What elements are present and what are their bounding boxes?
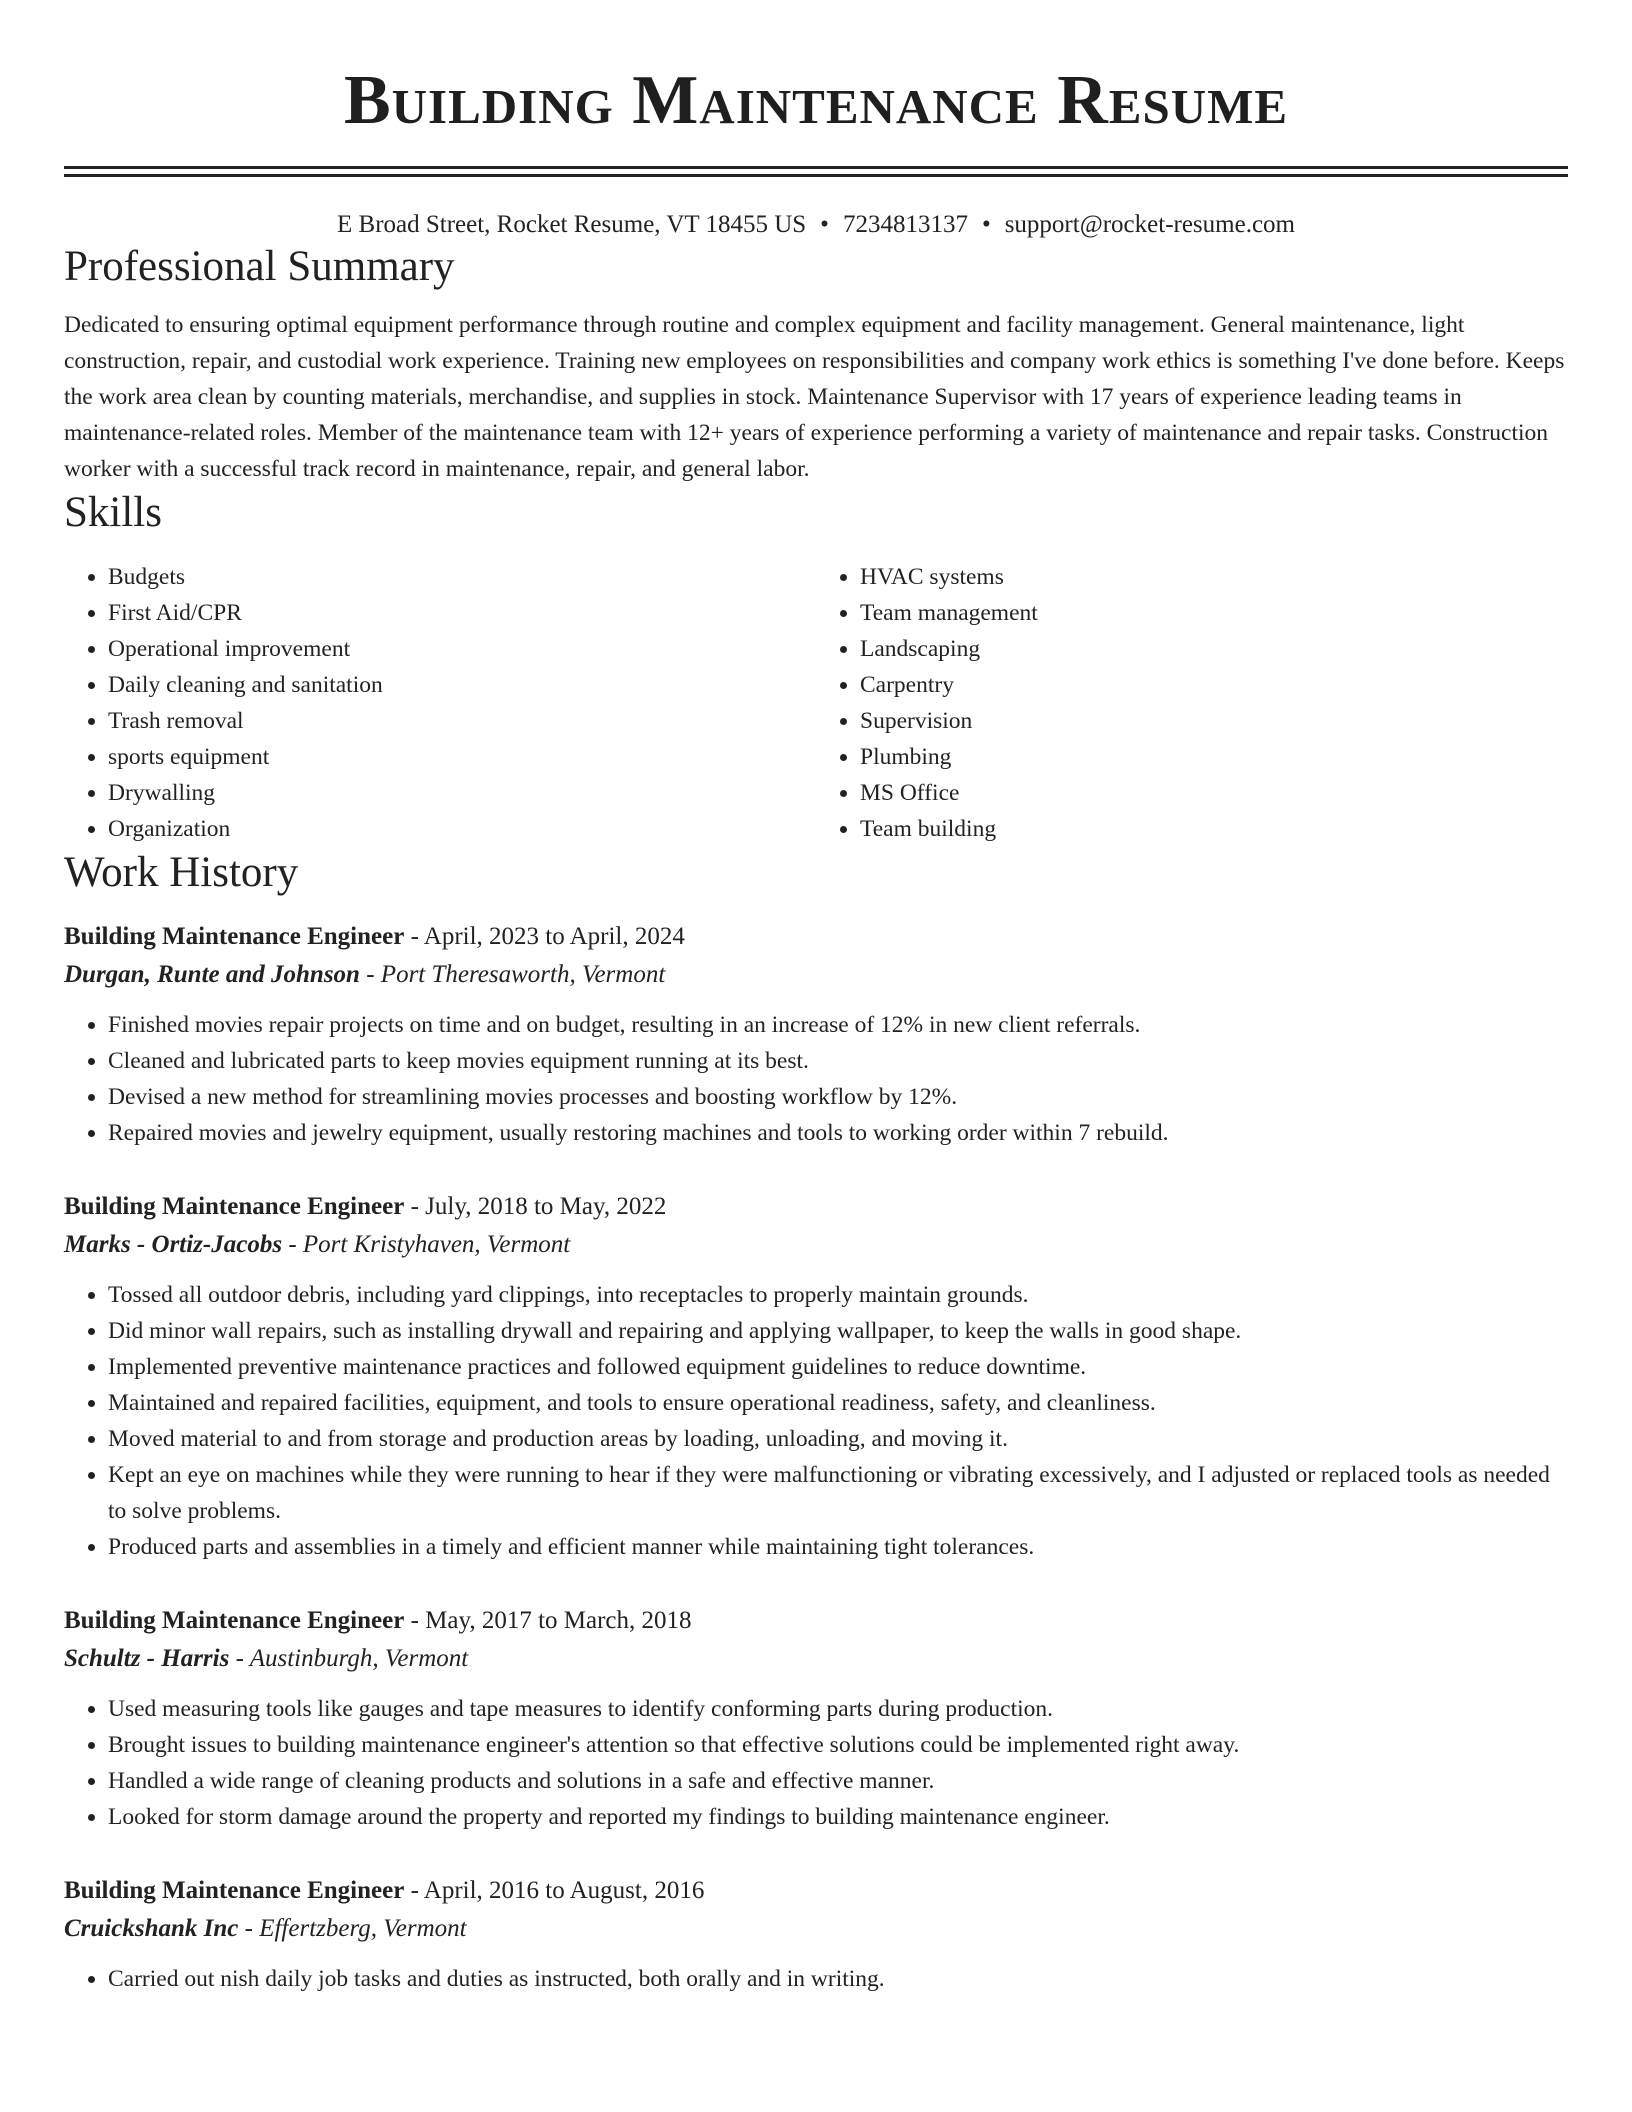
contact-phone: 7234813137: [842, 211, 968, 238]
job-role: Building Maintenance Engineer: [64, 1607, 405, 1634]
job-bullet: • Did minor wall repairs, such as installing drywall and repairing and applying wallpaper, to keep the walls in good shape.: [108, 1313, 1568, 1349]
skill-item: • Daily cleaning and sanitation: [108, 667, 816, 703]
job-bullet: • Tossed all outdoor debris, including yard clippings, into receptacles to properly maintain grounds.: [108, 1277, 1568, 1313]
job-company: Schultz - Harris: [64, 1645, 230, 1672]
job-bullet: • Repaired movies and jewelry equipment, usually restoring machines and tools to working order within 7 rebuild.: [108, 1115, 1568, 1151]
job-entry: [64, 1189, 1568, 1565]
skills-heading: Skills: [64, 489, 162, 536]
job-bullet: • Looked for storm damage around the property and reported my findings to building maintenance engineer.: [108, 1799, 1568, 1835]
skill-item: • MS Office: [860, 775, 1568, 811]
job-bullet: • Moved material to and from storage and production areas by loading, unloading, and moving it.: [108, 1421, 1568, 1457]
job-entry: [64, 919, 1568, 1151]
contact-address: E Broad Street, Rocket Resume, VT 18455 US: [337, 211, 807, 238]
skills-list-left: [64, 559, 816, 847]
job-title-line: [64, 1873, 1568, 1909]
job-company: Durgan, Runte and Johnson: [64, 961, 360, 988]
job-location: - Port Kristyhaven, Vermont: [282, 1231, 571, 1258]
skills-list-right: [816, 559, 1568, 847]
job-company-line: [64, 1639, 1568, 1679]
job-bullet: • Brought issues to building maintenance engineer's attention so that effective solutions could be implemented right away.: [108, 1727, 1568, 1763]
job-title-line: [64, 1189, 1568, 1225]
skill-item: • Supervision: [860, 703, 1568, 739]
job-bullets: [64, 1277, 1568, 1565]
job-company: Marks - Ortiz-Jacobs: [64, 1231, 283, 1258]
job-entry: [64, 1873, 1568, 1997]
job-bullet: • Devised a new method for streamlining movies processes and boosting workflow by 12%.: [108, 1079, 1568, 1115]
job-location: - Austinburgh, Vermont: [229, 1645, 469, 1672]
contact-separator: •: [981, 211, 991, 238]
job-company-line: [64, 955, 1568, 995]
contact-line: [64, 209, 1568, 241]
job-role: Building Maintenance Engineer: [64, 923, 405, 950]
contact-separator: •: [820, 211, 829, 238]
job-bullet: • Used measuring tools like gauges and tape measures to identify conforming parts during production.: [108, 1691, 1568, 1727]
work-history-heading: Work History: [64, 849, 299, 896]
skill-item: • First Aid/CPR: [108, 595, 816, 631]
title-double-rule: [64, 166, 1568, 177]
summary-text: Dedicated to ensuring optimal equipment performance through routine and complex equipment and facility management. General maintenance, light construction, repair, and custodial work experience. Training new employees on responsibilities and company work ethics is something I've done before. Keeps the work area clean by counting materials, merchandise, and supplies in stock. Maintenance Supervisor with 17 years of experience leading teams in maintenance-related roles. Member of the maintenance team with 12+ years of experience performing a variety of maintenance and repair tasks. Construction worker with a successful track record in maintenance, repair, and general labor.: [64, 312, 1565, 482]
job-dates: - April, 2023 to April, 2024: [404, 923, 685, 950]
job-bullet: • Maintained and repaired facilities, equipment, and tools to ensure operational readiness, safety, and cleanliness.: [108, 1385, 1568, 1421]
job-role: Building Maintenance Engineer: [64, 1193, 405, 1220]
job-bullets: [64, 1961, 1568, 1997]
skill-item: • Operational improvement: [108, 631, 816, 667]
job-location: - Port Theresaworth, Vermont: [359, 961, 666, 988]
job-dates: - April, 2016 to August, 2016: [404, 1877, 705, 1904]
summary-heading: Professional Summary: [64, 243, 455, 290]
skill-item: • Landscaping: [860, 631, 1568, 667]
job-dates: - July, 2018 to May, 2022: [404, 1193, 667, 1220]
skill-item: • Drywalling: [108, 775, 816, 811]
job-bullets: [64, 1007, 1568, 1151]
job-bullet: • Cleaned and lubricated parts to keep movies equipment running at its best.: [108, 1043, 1568, 1079]
job-dates: - May, 2017 to March, 2018: [404, 1607, 692, 1634]
job-bullet: • Implemented preventive maintenance practices and followed equipment guidelines to reduce downtime.: [108, 1349, 1568, 1385]
resume-title: Building Maintenance Resume: [343, 62, 1289, 139]
skill-item: • HVAC systems: [860, 559, 1568, 595]
job-company: Cruickshank Inc: [64, 1915, 239, 1942]
job-location: - Effertzberg, Vermont: [238, 1915, 467, 1942]
skill-item: • Budgets: [108, 559, 816, 595]
job-role: Building Maintenance Engineer: [64, 1877, 405, 1904]
job-bullet: • Finished movies repair projects on time and on budget, resulting in an increase of 12% in new client referrals.: [108, 1007, 1568, 1043]
skill-item: • Trash removal: [108, 703, 816, 739]
job-bullet: • Handled a wide range of cleaning products and solutions in a safe and effective manner.: [108, 1763, 1568, 1799]
skill-item: • Plumbing: [860, 739, 1568, 775]
skill-item: • Team building: [860, 811, 1568, 847]
skill-item: • Carpentry: [860, 667, 1568, 703]
job-bullet: • Produced parts and assemblies in a timely and efficient manner while maintaining tight tolerances.: [108, 1529, 1568, 1565]
skill-item: • Organization: [108, 811, 816, 847]
job-entry: [64, 1603, 1568, 1835]
job-bullet: • Kept an eye on machines while they were running to hear if they were malfunctioning or vibrating excessively, and I adjusted or replaced tools as needed to solve problems.: [108, 1457, 1568, 1529]
skill-item: • Team management: [860, 595, 1568, 631]
job-company-line: [64, 1909, 1568, 1949]
contact-email: support@rocket-resume.com: [1004, 211, 1295, 238]
job-title-line: [64, 919, 1568, 955]
job-bullet: • Carried out nish daily job tasks and duties as instructed, both orally and in writing.: [108, 1961, 1568, 1997]
job-company-line: [64, 1225, 1568, 1265]
skill-item: • sports equipment: [108, 739, 816, 775]
skills-columns: [64, 559, 1568, 847]
job-title-line: [64, 1603, 1568, 1639]
job-bullets: [64, 1691, 1568, 1835]
